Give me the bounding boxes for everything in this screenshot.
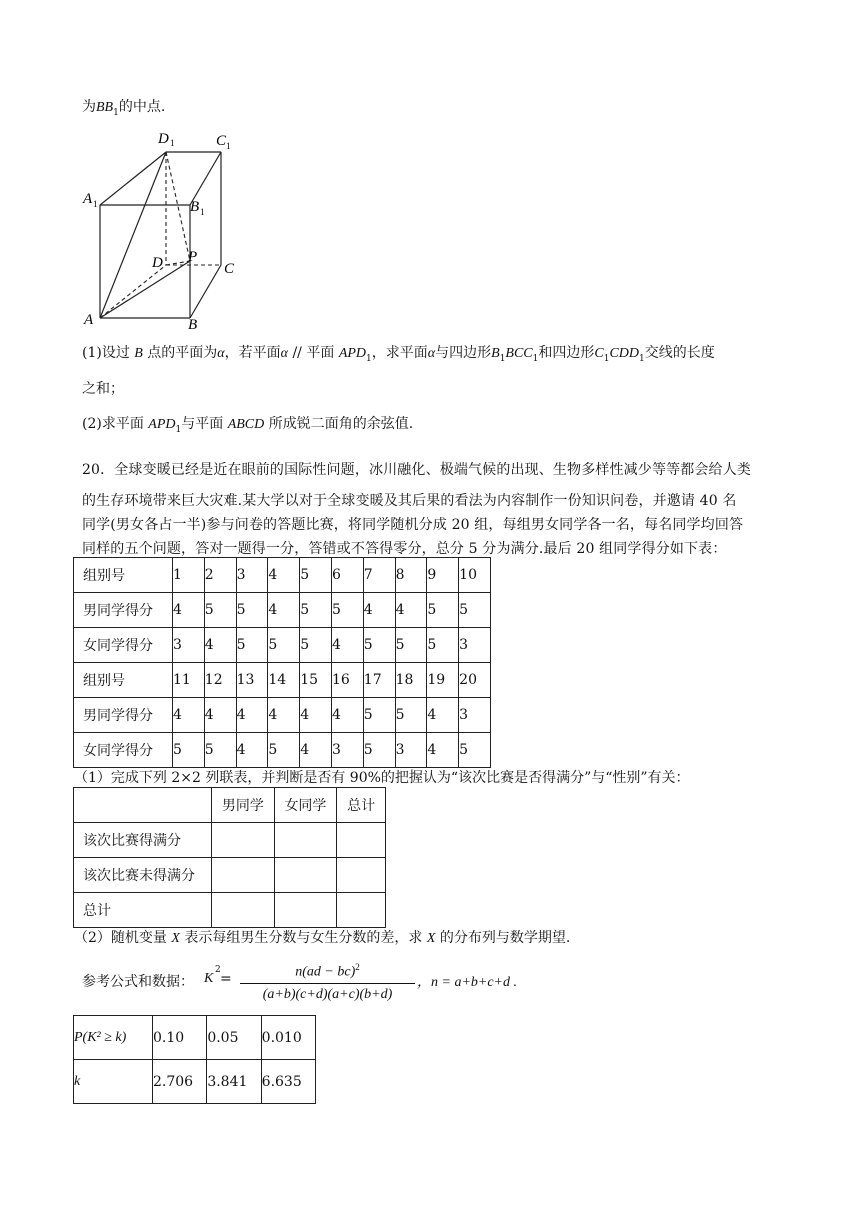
row-header-cell: 男同学得分 <box>74 698 173 733</box>
contingency-blank-cell[interactable] <box>337 858 386 893</box>
score-cell: 5 <box>173 733 205 768</box>
p-label: P(K² ≥ k) <box>74 1016 153 1060</box>
critical-row-p <box>74 1016 316 1060</box>
score-cell: 15 <box>300 663 332 698</box>
q19-part1-line1: (1)设过 B 点的平面为α，若平面α // 平面 $APD_1$，求平面α与四边形$B_1BCC_1$和四边形$C_1CDD_1$交线的长度 <box>82 345 715 364</box>
score-cell: 4 <box>268 593 300 628</box>
k-label: k <box>74 1060 153 1104</box>
numerator: n(ad − bc)$^2$ <box>295 962 360 980</box>
score-cell: 10 <box>459 558 491 593</box>
score-cell: 3 <box>173 628 205 663</box>
contingency-row <box>74 858 386 893</box>
score-cell: 18 <box>395 663 427 698</box>
svg-text:1: 1 <box>200 207 205 217</box>
contingency-row <box>74 823 386 858</box>
score-cell: 5 <box>300 593 332 628</box>
contingency-table <box>73 787 386 928</box>
score-cell: 5 <box>236 593 268 628</box>
critical-value-table <box>73 1015 316 1104</box>
edge-b1c1 <box>190 152 221 205</box>
score-cell: 5 <box>363 698 395 733</box>
q20-part2: （2）随机变量 X 表示每组男生分数与女生分数的差，求 X 的分布列与数学期望. <box>74 930 571 946</box>
p-value: 0.05 <box>207 1016 261 1060</box>
score-cell: 5 <box>268 733 300 768</box>
score-cell: 14 <box>268 663 300 698</box>
score-cell: 4 <box>268 558 300 593</box>
score-cell: 4 <box>268 698 300 733</box>
contingency-blank-cell[interactable] <box>212 893 275 928</box>
q19-part1-line2: 之和； <box>82 381 124 397</box>
q20-paragraph-line1: 20．全球变暖已经是近在眼前的国际性问题，冰川融化、极端气候的出现、生物多样性减少等等都会给人类 <box>82 462 752 478</box>
contingency-blank-cell[interactable] <box>274 858 337 893</box>
k-value: 2.706 <box>153 1060 207 1104</box>
score-cell: 5 <box>459 593 491 628</box>
score-table-row <box>74 593 491 628</box>
score-cell: 5 <box>459 733 491 768</box>
contingency-blank-cell[interactable] <box>274 893 337 928</box>
svg-text:1: 1 <box>226 141 231 151</box>
label-a1: A <box>83 191 93 207</box>
score-cell: 4 <box>204 698 236 733</box>
score-cell: 3 <box>236 558 268 593</box>
score-cell: 8 <box>395 558 427 593</box>
label-c: C <box>224 261 235 277</box>
label-c1: C <box>216 133 227 149</box>
q20-paragraph-line2: 的生存环境带来巨大灾难.某大学以对于全球变暖及其后果的看法为内容制作一份知识问卷，并邀请 40 名 <box>82 493 737 509</box>
contingency-header-cell <box>74 788 212 823</box>
contingency-blank-cell[interactable] <box>212 858 275 893</box>
contingency-row-label: 该次比赛得满分 <box>74 823 212 858</box>
row-header-cell: 女同学得分 <box>74 628 173 663</box>
p-value: 0.010 <box>261 1016 315 1060</box>
score-cell: 7 <box>363 558 395 593</box>
line-ap <box>100 261 190 318</box>
score-cell: 5 <box>204 733 236 768</box>
contingency-header-row <box>74 788 386 823</box>
score-cell: 20 <box>459 663 491 698</box>
score-cell: 6 <box>331 558 363 593</box>
score-cell: 3 <box>459 628 491 663</box>
score-table-row <box>74 628 491 663</box>
score-cell: 19 <box>427 663 459 698</box>
score-table-row <box>74 663 491 698</box>
label-b: B <box>188 317 198 333</box>
row-header-cell: 组别号 <box>74 558 173 593</box>
score-cell: 5 <box>236 628 268 663</box>
score-cell: 5 <box>395 628 427 663</box>
svg-text:1: 1 <box>170 138 175 148</box>
score-cell: 2 <box>204 558 236 593</box>
score-cell: 3 <box>459 698 491 733</box>
score-cell: 9 <box>427 558 459 593</box>
svg-text:1: 1 <box>93 199 98 209</box>
row-header-cell: 男同学得分 <box>74 593 173 628</box>
row-header-cell: 女同学得分 <box>74 733 173 768</box>
score-cell: 5 <box>331 593 363 628</box>
contingency-blank-cell[interactable] <box>337 893 386 928</box>
score-cell: 4 <box>427 698 459 733</box>
score-cell: 1 <box>173 558 205 593</box>
score-table-row <box>74 698 491 733</box>
q20-paragraph-line4: 同样的五个问题，答对一题得一分，答错或不答得零分，总分 5 分为满分.最后 20 组同学得分如下表： <box>82 541 727 557</box>
contingency-header-cell: 总计 <box>337 788 386 823</box>
label-d: D <box>152 255 163 271</box>
score-cell: 5 <box>395 698 427 733</box>
contingency-header-cell: 女同学 <box>274 788 337 823</box>
k-value: 3.841 <box>207 1060 261 1104</box>
contingency-blank-cell[interactable] <box>274 823 337 858</box>
p-value: 0.10 <box>153 1016 207 1060</box>
score-cell: 4 <box>363 593 395 628</box>
contingency-row <box>74 893 386 928</box>
score-cell: 5 <box>363 733 395 768</box>
score-cell: 4 <box>173 698 205 733</box>
score-cell: 4 <box>395 593 427 628</box>
denominator: (a+b)(c+d)(a+c)(b+d) <box>262 986 393 1002</box>
score-cell: 5 <box>268 628 300 663</box>
label-b1: B <box>190 199 200 215</box>
q19-part2: (2)求平面 $APD_1$与平面 ABCD 所成锐二面角的余弦值. <box>82 416 414 435</box>
score-cell: 12 <box>204 663 236 698</box>
score-cell: 4 <box>236 698 268 733</box>
score-cell: 11 <box>173 663 205 698</box>
score-cell: 4 <box>331 628 363 663</box>
score-cell: 4 <box>204 628 236 663</box>
contingency-row-label: 该次比赛未得满分 <box>74 858 212 893</box>
score-cell: 5 <box>363 628 395 663</box>
critical-row-k <box>74 1060 316 1104</box>
score-cell: 13 <box>236 663 268 698</box>
score-cell: 4 <box>300 698 332 733</box>
label-a: A <box>84 312 94 328</box>
cube-figure <box>78 125 248 335</box>
score-cell: 4 <box>331 698 363 733</box>
score-table <box>73 557 491 768</box>
score-cell: 17 <box>363 663 395 698</box>
score-cell: 16 <box>331 663 363 698</box>
fraction <box>240 957 415 1006</box>
contingency-header-cell: 男同学 <box>212 788 275 823</box>
q20-paragraph-line3: 同学(男女各占一半)参与问卷的答题比赛，将同学随机分成 20 组，每组男女同学各一名，每名同学均回答 <box>82 517 744 533</box>
score-cell: 5 <box>300 558 332 593</box>
score-cell: 5 <box>427 593 459 628</box>
contingency-row-label: 总计 <box>74 893 212 928</box>
label-d1: D <box>158 131 169 147</box>
score-cell: 4 <box>173 593 205 628</box>
contingency-blank-cell[interactable] <box>212 823 275 858</box>
row-header-cell: 组别号 <box>74 663 173 698</box>
score-cell: 4 <box>236 733 268 768</box>
hidden-d1p <box>166 152 190 261</box>
score-cell: 5 <box>300 628 332 663</box>
score-cell: 3 <box>395 733 427 768</box>
score-table-row <box>74 558 491 593</box>
score-cell: 5 <box>204 593 236 628</box>
contingency-blank-cell[interactable] <box>337 823 386 858</box>
score-cell: 3 <box>331 733 363 768</box>
k-value: 6.635 <box>261 1060 315 1104</box>
edge-cb <box>190 265 221 318</box>
score-cell: 5 <box>427 628 459 663</box>
score-cell: 4 <box>300 733 332 768</box>
label-p: P <box>188 249 198 265</box>
intro-tail-line: 为$BB_1$的中点. <box>82 99 166 118</box>
line-ad1 <box>100 152 166 318</box>
score-cell: 4 <box>427 733 459 768</box>
score-table-row <box>74 733 491 768</box>
q20-part1: （1）完成下列 2×2 列联表，并判断是否有 90%的把握认为“该次比赛是否得满分”与“性别”有关： <box>74 770 690 786</box>
reference-formula: 参考公式和数据： K 2 = n(ad − bc)$^2$ (a+b)(c+d)(a+c)(b+d) ，n = a+b+c+d . <box>82 957 682 1007</box>
